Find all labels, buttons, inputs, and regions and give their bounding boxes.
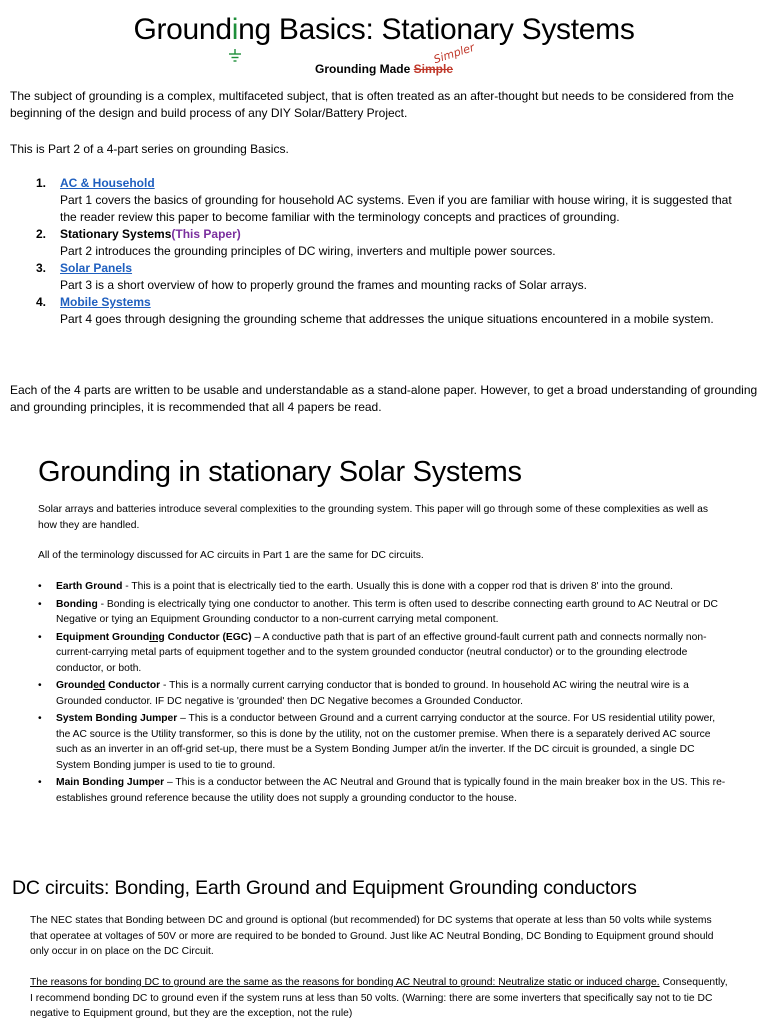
list-item [38, 775, 728, 806]
part-description: Part 3 is a short overview of how to properly ground the frames and mounting racks of Solar arrays. [60, 278, 587, 292]
term-definition: – This is a conductor between the AC Neutral and Ground that is typically found in the main breaker box in the US. This re-establishes ground reference because the utility does not supply a grounding conductor to the house. [56, 777, 726, 804]
part-description: Part 4 goes through designing the grounding scheme that addresses the unique situations encountered in a mobile system. [60, 312, 714, 326]
subtitle-correction: Simpler [431, 40, 476, 67]
section-heading-dc: DC circuits: Bonding, Earth Ground and Equipment Grounding conductors [12, 877, 637, 899]
term-definition: - This is a normally current carrying conductor that is bonded to ground. In household AC wiring the neutral wire is a Grounded conductor. IF DC negative is 'grounded' then DC Negative becomes a Grounded Conductor. [56, 680, 689, 707]
term-definition: - Bonding is electrically tying one conductor to another. This term is often used to describe connecting earth ground to AC Neutral or DC Negative or tying an Equipment Grounding conductor to a non-current carrying metal component. [56, 598, 718, 625]
list-number: 3. [36, 261, 47, 275]
dc-reasons-underlined: The reasons for bonding DC to ground are the same as the reasons for bonding AC Neutral to ground: Neutralize static or induced charge. [30, 977, 660, 988]
term-definition: – This is a conductor between Ground and a current carrying conductor at the source. For US residential utility power, the AC source is the Utility transformer, so this is done by the utility, not on the customer premise. When there is a separately derived AC source such as an inverter in an off-grid set-up, there must be a System Bonding Jumper at/in the inverter. If the DC circuit is grounded, a single DC System Bonding jumper is used to tie to ground. [56, 713, 716, 771]
solar-terminology-note: All of the terminology discussed for AC circuits in Part 1 are the same for DC circuits. [38, 550, 424, 561]
title-block [0, 12, 768, 48]
part-description: Part 1 covers the basics of grounding for household AC systems. Even if you are familiar with house wiring, it is suggested that the reader review this paper to become familiar with the terminology concepts and practices of grounding. [60, 193, 732, 224]
term-name-suffix: Conductor [105, 680, 161, 691]
list-item [36, 260, 750, 294]
term-name: Bonding [56, 598, 98, 610]
intro-series-note: This is Part 2 of a 4-part series on grounding Basics. [10, 142, 289, 156]
list-item [38, 579, 728, 595]
subtitle [314, 40, 476, 76]
term-name: Earth Ground [56, 581, 123, 592]
list-item [38, 678, 728, 709]
term-definition: – A conductive path that is part of an effective ground-fault current path and connects normally non-current-carrying metal parts of equipment together and to the system grounded conductor (neutral conductor) or to the grounding electrode conductor, or both. [56, 631, 707, 674]
series-summary-paragraph: Each of the 4 parts are written to be usable and understandable as a stand-alone paper. However, to get a broad understanding of grounding and grounding principles, it is recommended that all 4 papers be read. [10, 383, 758, 414]
section-heading-solar: Grounding in stationary Solar Systems [38, 456, 522, 488]
parts-list [36, 175, 750, 328]
part-1-link[interactable]: AC & Household [60, 176, 155, 190]
page-title-i-letter: i [231, 13, 239, 46]
term-name: Main Bonding Jumper [56, 777, 165, 788]
page-title-i [232, 13, 238, 46]
list-item [36, 226, 750, 260]
term-name-emphasis: ing [149, 631, 165, 643]
terminology-list [38, 579, 728, 808]
list-item [38, 630, 728, 677]
list-number: 1. [36, 176, 47, 190]
subtitle-block [0, 40, 768, 78]
term-name: System Bonding Jumper [56, 713, 178, 724]
page-title-part: ng Basics: Stationary Systems [238, 13, 635, 46]
term-name: Equipment Ground [56, 631, 150, 643]
page-title-part: Ground [133, 13, 232, 46]
part-description: Part 2 introduces the grounding principles of DC wiring, inverters and multiple power sources. [60, 244, 556, 258]
list-item [38, 597, 728, 628]
term-name-suffix: Conductor (EGC) [164, 631, 252, 643]
list-item [36, 294, 750, 328]
list-number: 4. [36, 295, 47, 309]
term-name: Ground [56, 680, 94, 691]
list-number: 2. [36, 227, 47, 241]
intro-paragraph: The subject of grounding is a complex, multifaceted subject, that is often treated as an after-thought but needs to be considered from the beginning of the design and build process of any DIY Solar/Battery Project. [10, 89, 734, 120]
solar-intro-paragraph: Solar arrays and batteries introduce several complexities to the grounding system. This paper will go through some of these complexities as well as how they are handled. [38, 504, 709, 531]
dc-reasons-paragraph [30, 975, 730, 1022]
part-2-title: Stationary Systems [60, 227, 172, 241]
list-item [38, 711, 728, 773]
term-name-emphasis: ed [93, 680, 106, 691]
subtitle-struck-word: Simple [413, 62, 454, 76]
dc-bonding-paragraph: The NEC states that Bonding between DC and ground is optional (but recommended) for DC systems that operate at less than 50 volts while systems that operatee at voltages of 50V or more are required to be bonded to Ground. Just like AC Neutral Bonding, DC Bonding to Equipment ground should only occur in on place on the DC Circuit. [30, 915, 714, 957]
term-definition: - This is a point that is electrically tied to the earth. Usually this is done with a copper rod that is driven 8' into the ground. [122, 581, 674, 592]
part-4-link[interactable]: Mobile Systems [60, 295, 151, 309]
list-item [36, 175, 750, 226]
page-title [0, 12, 768, 48]
part-2-note: (This Paper) [171, 227, 241, 241]
dc-reasons-rest: Consequently, I recommend bonding DC to ground even if the system runs at less than 50 volts. (Warning: there are some inverters that specifically say not to tie DC negative to Equipment ground, but they are the exception, not the rule) [30, 977, 728, 1019]
subtitle-prefix: Grounding Made [314, 62, 414, 76]
part-3-link[interactable]: Solar Panels [60, 261, 133, 275]
